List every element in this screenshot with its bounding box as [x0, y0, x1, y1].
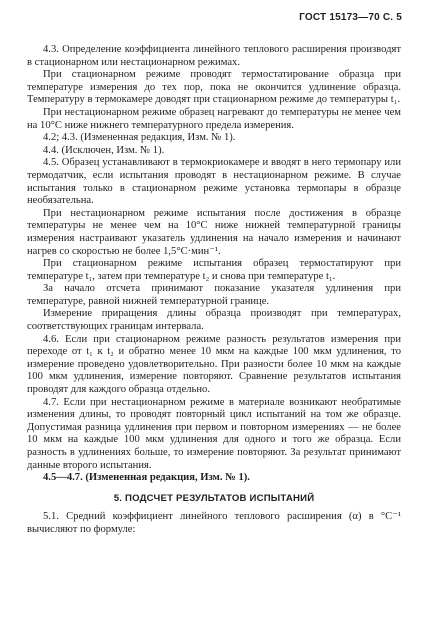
- paragraph: При нестационарном режиме испытания после достижения в образце температуры не менее чем на 10°С ниже нижней температурной границы измерения настраивают указатель удлинения на начало измерения и начинают нагрев со скоростью не более 1,5°С·мин⁻¹.: [27, 207, 401, 257]
- paragraph: При стационарном режиме проводят термостатирование образца при температуре измерения до тех пор, пока не окончится удлинение образца. Температуру в термокамере доводят при стационарном режиме до температуры t₁.: [27, 69, 401, 106]
- paragraph: 5.1. Средний коэффициент линейного теплового расширения (α) в °С⁻¹ вычисляют по формуле:: [27, 511, 401, 535]
- amendment-note: 4.4. (Исключен, Изм. № 1).: [43, 144, 165, 156]
- paragraph: При стационарном режиме испытания образец термостатируют при температуре t₁, затем при температуре t₂ и снова при температуре t₁.: [27, 258, 401, 282]
- amendment-note: 4.5—4.7. (Измененная редакция, Изм. № 1).: [43, 472, 250, 484]
- page-header: ГОСТ 15173—70 С. 5: [299, 12, 402, 23]
- amendment-note: 4.2; 4.3. (Измененная редакция, Изм. № 1).: [43, 132, 236, 144]
- section-title: 5. ПОДСЧЕТ РЕЗУЛЬТАТОВ ИСПЫТАНИЙ: [113, 492, 315, 504]
- paragraph: 4.5. Образец устанавливают в термокриокамере и вводят в него термопару или термодатчик, если испытания проводят в нестационарном режиме. В случае испытания только в стационарном режиме установка термопары в образце необязательна.: [27, 157, 401, 207]
- paragraph: Измерение приращения длины образца производят при температурах, соответствующих границам интервала.: [27, 308, 401, 333]
- document-body: [27, 44, 401, 537]
- paragraph: За начало отсчета принимают показание указателя удлинения при температуре, равной нижней температурной границе.: [27, 283, 401, 307]
- paragraph: 4.7. Если при нестационарном режиме в материале возникают необратимые изменения длины, то проводят повторный цикл испытаний на том же образце. Допустимая разница удлинения при первом и повторном измерениях — не более 10 мкм на каждые 100 мкм удлинения для одного и того же образца. Если разность в удлинениях больше, то измерение повторяют. За результат принимают данные второго испытания.: [27, 396, 401, 471]
- paragraph: При нестационарном режиме образец нагревают до температуры не менее чем на 10°С ниже нижнего температурного предела измерения.: [27, 106, 401, 131]
- paragraph: 4.6. Если при стационарном режиме разность результатов измерения при переходе от t₁ к t₂ и обратно менее 10 мкм на каждые 100 мкм удлинения, то измерение проведено удовлетворительно. При разности более 10 мкм на каждые 100 мкм удлинения, измерение повторяют. Сравнение результатов испытания проводят для каждого образца отдельно.: [27, 333, 401, 396]
- paragraph: 4.3. Определение коэффициента линейного теплового расширения производят в стационарном или нестационарном режимах.: [27, 44, 401, 68]
